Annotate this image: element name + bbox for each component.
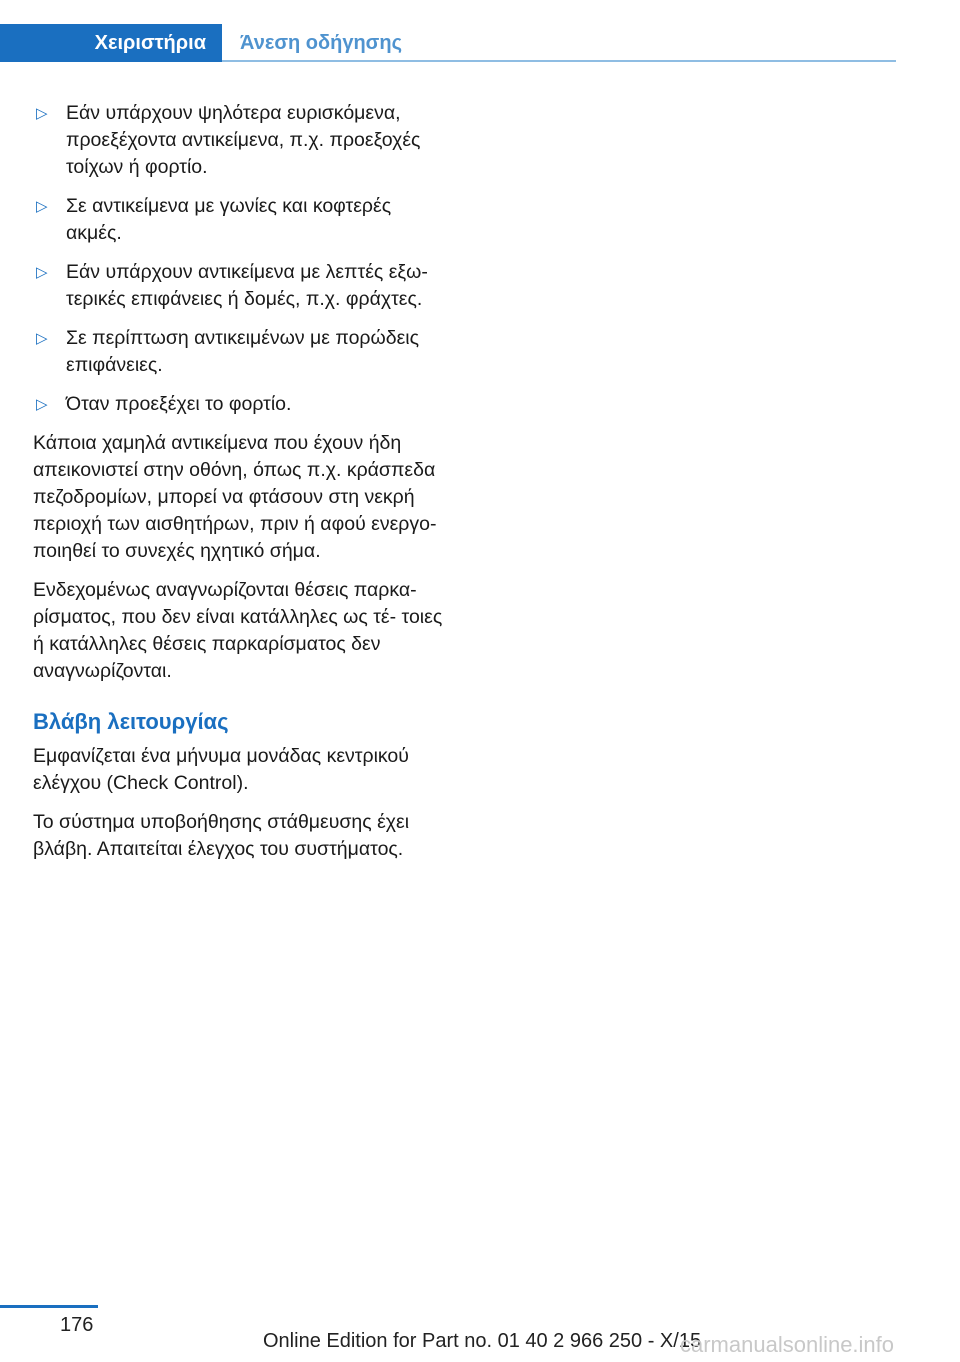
triangle-bullet-icon: ▷ xyxy=(36,105,48,122)
paragraph-low-objects: Κάποια χαμηλά αντικείμενα που έχουν ήδη απεικονιστεί στην οθόνη, όπως π.χ. κράσπεδα πεζοδρομίων, μπορεί να φτάσουν στη νεκρή περιοχή των αισθητήρων, πριν ή αφού ενεργο‑ ποιηθεί το συνεχές ηχητικό σήμα. xyxy=(33,432,437,562)
edition-note: Online Edition for Part no. 01 40 2 966 250 - X/15 xyxy=(263,1330,702,1352)
paragraph-system-fault: Το σύστημα υποβοήθησης στάθμευσης έχει βλάβη. Απαιτείται έλεγχος του συστήματος. xyxy=(33,811,410,860)
header-divider xyxy=(222,60,896,62)
chapter-tab[interactable]: Χειριστήρια xyxy=(0,24,222,62)
section-tab[interactable]: Άνεση οδήγησης xyxy=(240,31,402,54)
list-item xyxy=(33,100,443,181)
triangle-bullet-icon: ▷ xyxy=(36,396,48,413)
bullet-list xyxy=(33,100,443,418)
list-item xyxy=(33,325,443,379)
list-item xyxy=(33,391,443,418)
list-item-text: Εάν υπάρχουν αντικείμενα με λεπτές εξω‑ τερικές επιφάνειες ή δομές, π.χ. φράχτες. xyxy=(66,261,428,310)
paragraph-check-control: Εμφανίζεται ένα μήνυμα μονάδας κεντρικού ελέγχου (Check Control). xyxy=(33,745,409,794)
watermark: carmanualsonline.info xyxy=(680,1332,895,1357)
list-item-text: Εάν υπάρχουν ψηλότερα ευρισκόμενα, προεξέχοντα αντικείμενα, π.χ. προεξοχές τοίχων ή φορτίο. xyxy=(66,102,421,178)
triangle-bullet-icon: ▷ xyxy=(36,198,48,215)
list-item xyxy=(33,259,443,313)
triangle-bullet-icon: ▷ xyxy=(36,264,48,281)
main-content xyxy=(33,100,443,875)
paragraph-parking-spaces: Ενδεχομένως αναγνωρίζονται θέσεις παρκα‑ ρίσματος, που δεν είναι κατάλληλες ως τέ‑ τοιες ή κατάλληλες θέσεις παρκαρίσματος δεν αναγνωρίζονται. xyxy=(33,579,443,682)
list-item-text: Σε αντικείμενα με γωνίες και κοφτερές ακμές. xyxy=(66,195,392,244)
list-item-text: Σε περίπτωση αντικειμένων με πορώδεις επιφάνειες. xyxy=(66,327,420,376)
footer-divider xyxy=(0,1305,98,1308)
triangle-bullet-icon: ▷ xyxy=(36,330,48,347)
list-item xyxy=(33,193,443,247)
section-heading: Βλάβη λειτουργίας xyxy=(33,709,229,734)
page-number: 176 xyxy=(60,1314,94,1336)
list-item-text: Όταν προεξέχει το φορτίο. xyxy=(66,393,292,415)
page-header xyxy=(0,24,896,62)
